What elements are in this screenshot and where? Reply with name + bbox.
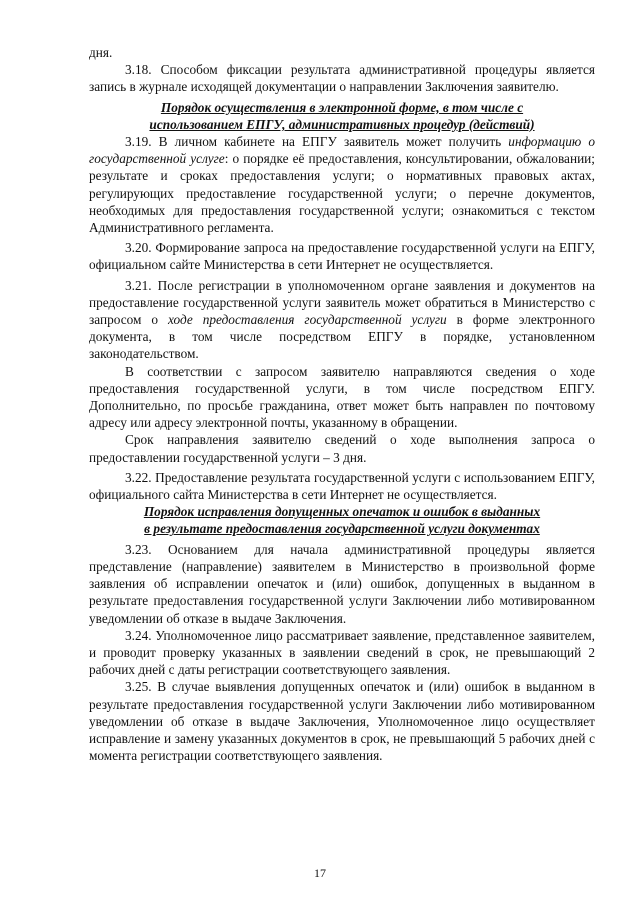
- document-page: [89, 44, 595, 764]
- text-run: : о порядке её предоставления, консультировании, обжаловании; результате и сроках предоставления услуги; о нормативных правовых актах, регулирующих предоставление государственной услуги; о перечне документов, необходимых для предоставления государственной услуги; ознакомиться с текстом Административного регламента.: [89, 151, 595, 236]
- italic-term: информацию о государственной услуге: [89, 134, 595, 167]
- section-heading-corrections: [89, 503, 595, 537]
- paragraph-3-25: 3.25. В случае выявления допущенных опечаток и (или) ошибок в выданном в результате предоставления государственной услуги Заключении либо мотивированном уведомлении об отказе в выдаче Заключения, Уполномоченное лицо осуществляет исправление и замену указанных документов в срок, не превышающий 5 рабочих дней с момента регистрации соответствующего заявления.: [89, 679, 595, 764]
- paragraph-continuation: дня.: [89, 45, 113, 60]
- paragraph-deadline: Срок направления заявителю сведений о ходе выполнения запроса о предоставлении государственной услуги – 3 дня.: [89, 432, 595, 465]
- paragraph-3-18: 3.18. Способом фиксации результата административной процедуры является запись в журнале исходящей документации о направлении Заключения заявителю.: [89, 62, 595, 95]
- paragraph-3-19: [89, 133, 595, 236]
- heading-line: в результате предоставления государственной услуги документах: [144, 521, 540, 537]
- paragraph-response: В соответствии с запросом заявителю направляются сведения о ходе предоставления государственной услуги, в том числе посредством ЕПГУ. Дополнительно, по просьбе гражданина, ответ может быть направлен по почтовому адресу или адресу электронной почты, указанному в обращении.: [89, 363, 595, 431]
- heading-line: использованием ЕПГУ, административных процедур (действий): [149, 116, 535, 132]
- paragraph-3-21: [89, 277, 595, 363]
- text-run: 3.21. После регистрации в уполномоченном органе заявления и документов на предоставление государственной услуги заявитель может обратиться в Министерство с запросом о: [89, 277, 595, 328]
- paragraph-3-23: 3.23. Основанием для начала административной процедуры является представление (направление) заявителем в Министерство в произвольной форме заявления об исправлении опечаток и (или) ошибок, допущенных в выданном в результате предоставления государственной услуги Заключении либо мотивированном уведомлении об отказе в выдаче Заключения.: [89, 541, 595, 626]
- paragraph-3-24: 3.24. Уполномоченное лицо рассматривает заявление, представленное заявителем, и проводит проверку указанных в заявлении сведений в срок, не превышающий 2 рабочих дней с даты регистрации соответствующего заявления.: [89, 627, 595, 678]
- italic-term: ходе предоставления государственной услуги: [167, 312, 447, 328]
- text-run: в форме электронного документа, в том числе посредством ЕПГУ в порядке, установленном законодательством.: [89, 312, 595, 362]
- page-number: 17: [314, 866, 326, 880]
- heading-line: Порядок исправления допущенных опечаток и ошибок в выданных: [143, 504, 541, 520]
- section-heading-electronic: [89, 99, 595, 133]
- text-run: 3.19. В личном кабинете на ЕПГУ заявитель может получить: [125, 134, 509, 150]
- paragraph-3-20: 3.20. Формирование запроса на предоставление государственной услуги на ЕПГУ, официальном сайте Министерства в сети Интернет не осуществляется.: [89, 240, 595, 273]
- paragraph-3-22: 3.22. Предоставление результата государственной услуги с использованием ЕПГУ, официального сайта Министерства в сети Интернет не осуществляется.: [89, 469, 595, 503]
- heading-line: Порядок осуществления в электронной форме, в том числе с: [160, 99, 524, 115]
